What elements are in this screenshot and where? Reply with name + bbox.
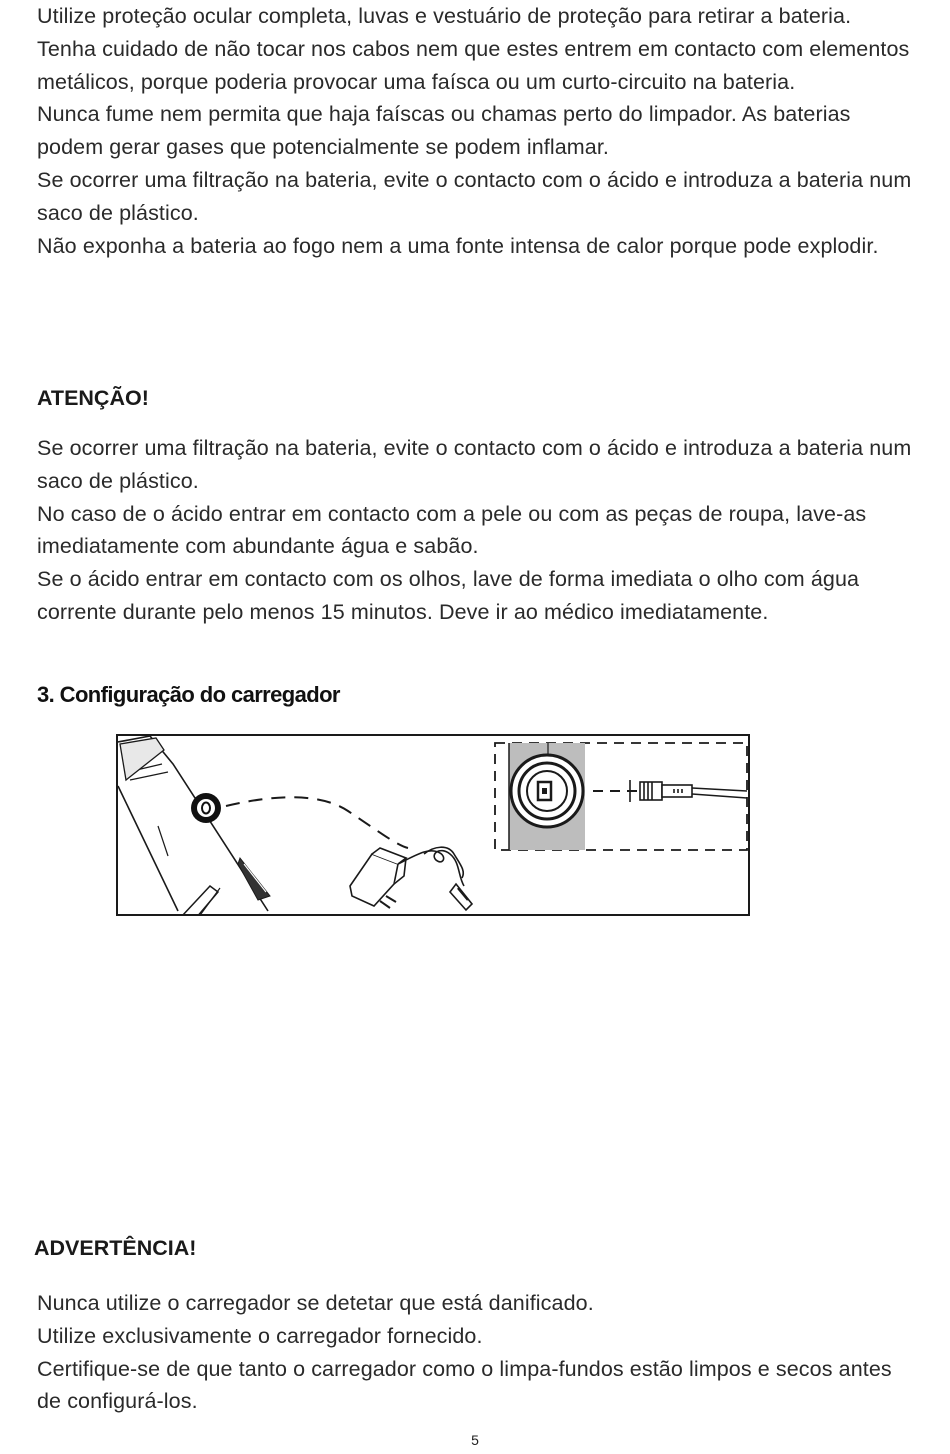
warning-heading: ADVERTÊNCIA! <box>34 1236 197 1260</box>
charging-port-icon <box>511 755 583 827</box>
connector-plug-icon <box>630 780 747 802</box>
paragraph: Nunca utilize o carregador se detetar que está danificado. <box>37 1291 594 1315</box>
paragraph: Se ocorrer uma filtração na bateria, evite o contacto com o ácido e introduza a bateria num saco de plástico. <box>37 167 912 225</box>
paragraph: Utilize exclusivamente o carregador fornecido. <box>37 1323 483 1348</box>
charger-setup-figure <box>116 734 750 916</box>
intro-section <box>37 0 913 262</box>
paragraph: Se o ácido entrar em contacto com os olhos, lave de forma imediata o olho com água corrente durante pelo menos 15 minutos. Deve ir ao médico imediatamente. <box>37 567 860 624</box>
warning-section <box>37 1287 913 1418</box>
section-title: 3. Configuração do carregador <box>37 682 340 707</box>
wall-charger-icon <box>350 847 472 910</box>
paragraph: Nunca fume nem permita que haja faíscas ou chamas perto do limpador. As baterias podem gerar gases que potencialmente se podem inflamar. <box>37 102 851 160</box>
attention-heading: ATENÇÃO! <box>37 386 149 410</box>
charging-port-icon <box>191 793 221 823</box>
paragraph: Não exponha a bateria ao fogo nem a uma fonte intensa de calor porque pode explodir. <box>37 233 879 258</box>
cleaner-handle-icon <box>118 736 270 916</box>
paragraph: No caso de o ácido entrar em contacto com a pele ou com as peças de roupa, lave-as imediatamente com abundante água e sabão. <box>37 501 867 559</box>
page-number: 5 <box>471 1432 479 1448</box>
paragraph: Utilize proteção ocular completa, luvas e vestuário de proteção para retirar a bateria. <box>37 4 852 28</box>
attention-section <box>37 432 913 629</box>
paragraph: Se ocorrer uma filtração na bateria, evite o contacto com o ácido e introduza a bateria num saco de plástico. <box>37 436 912 493</box>
paragraph: Certifique-se de que tanto o carregador como o limpa-fundos estão limpos e secos antes de configurá-los. <box>37 1356 892 1414</box>
paragraph: Tenha cuidado de não tocar nos cabos nem que estes entrem em contacto com elementos metálicos, porque poderia provocar uma faísca ou um curto-circuito na bateria. <box>37 36 910 94</box>
charger-illustration <box>118 736 750 916</box>
